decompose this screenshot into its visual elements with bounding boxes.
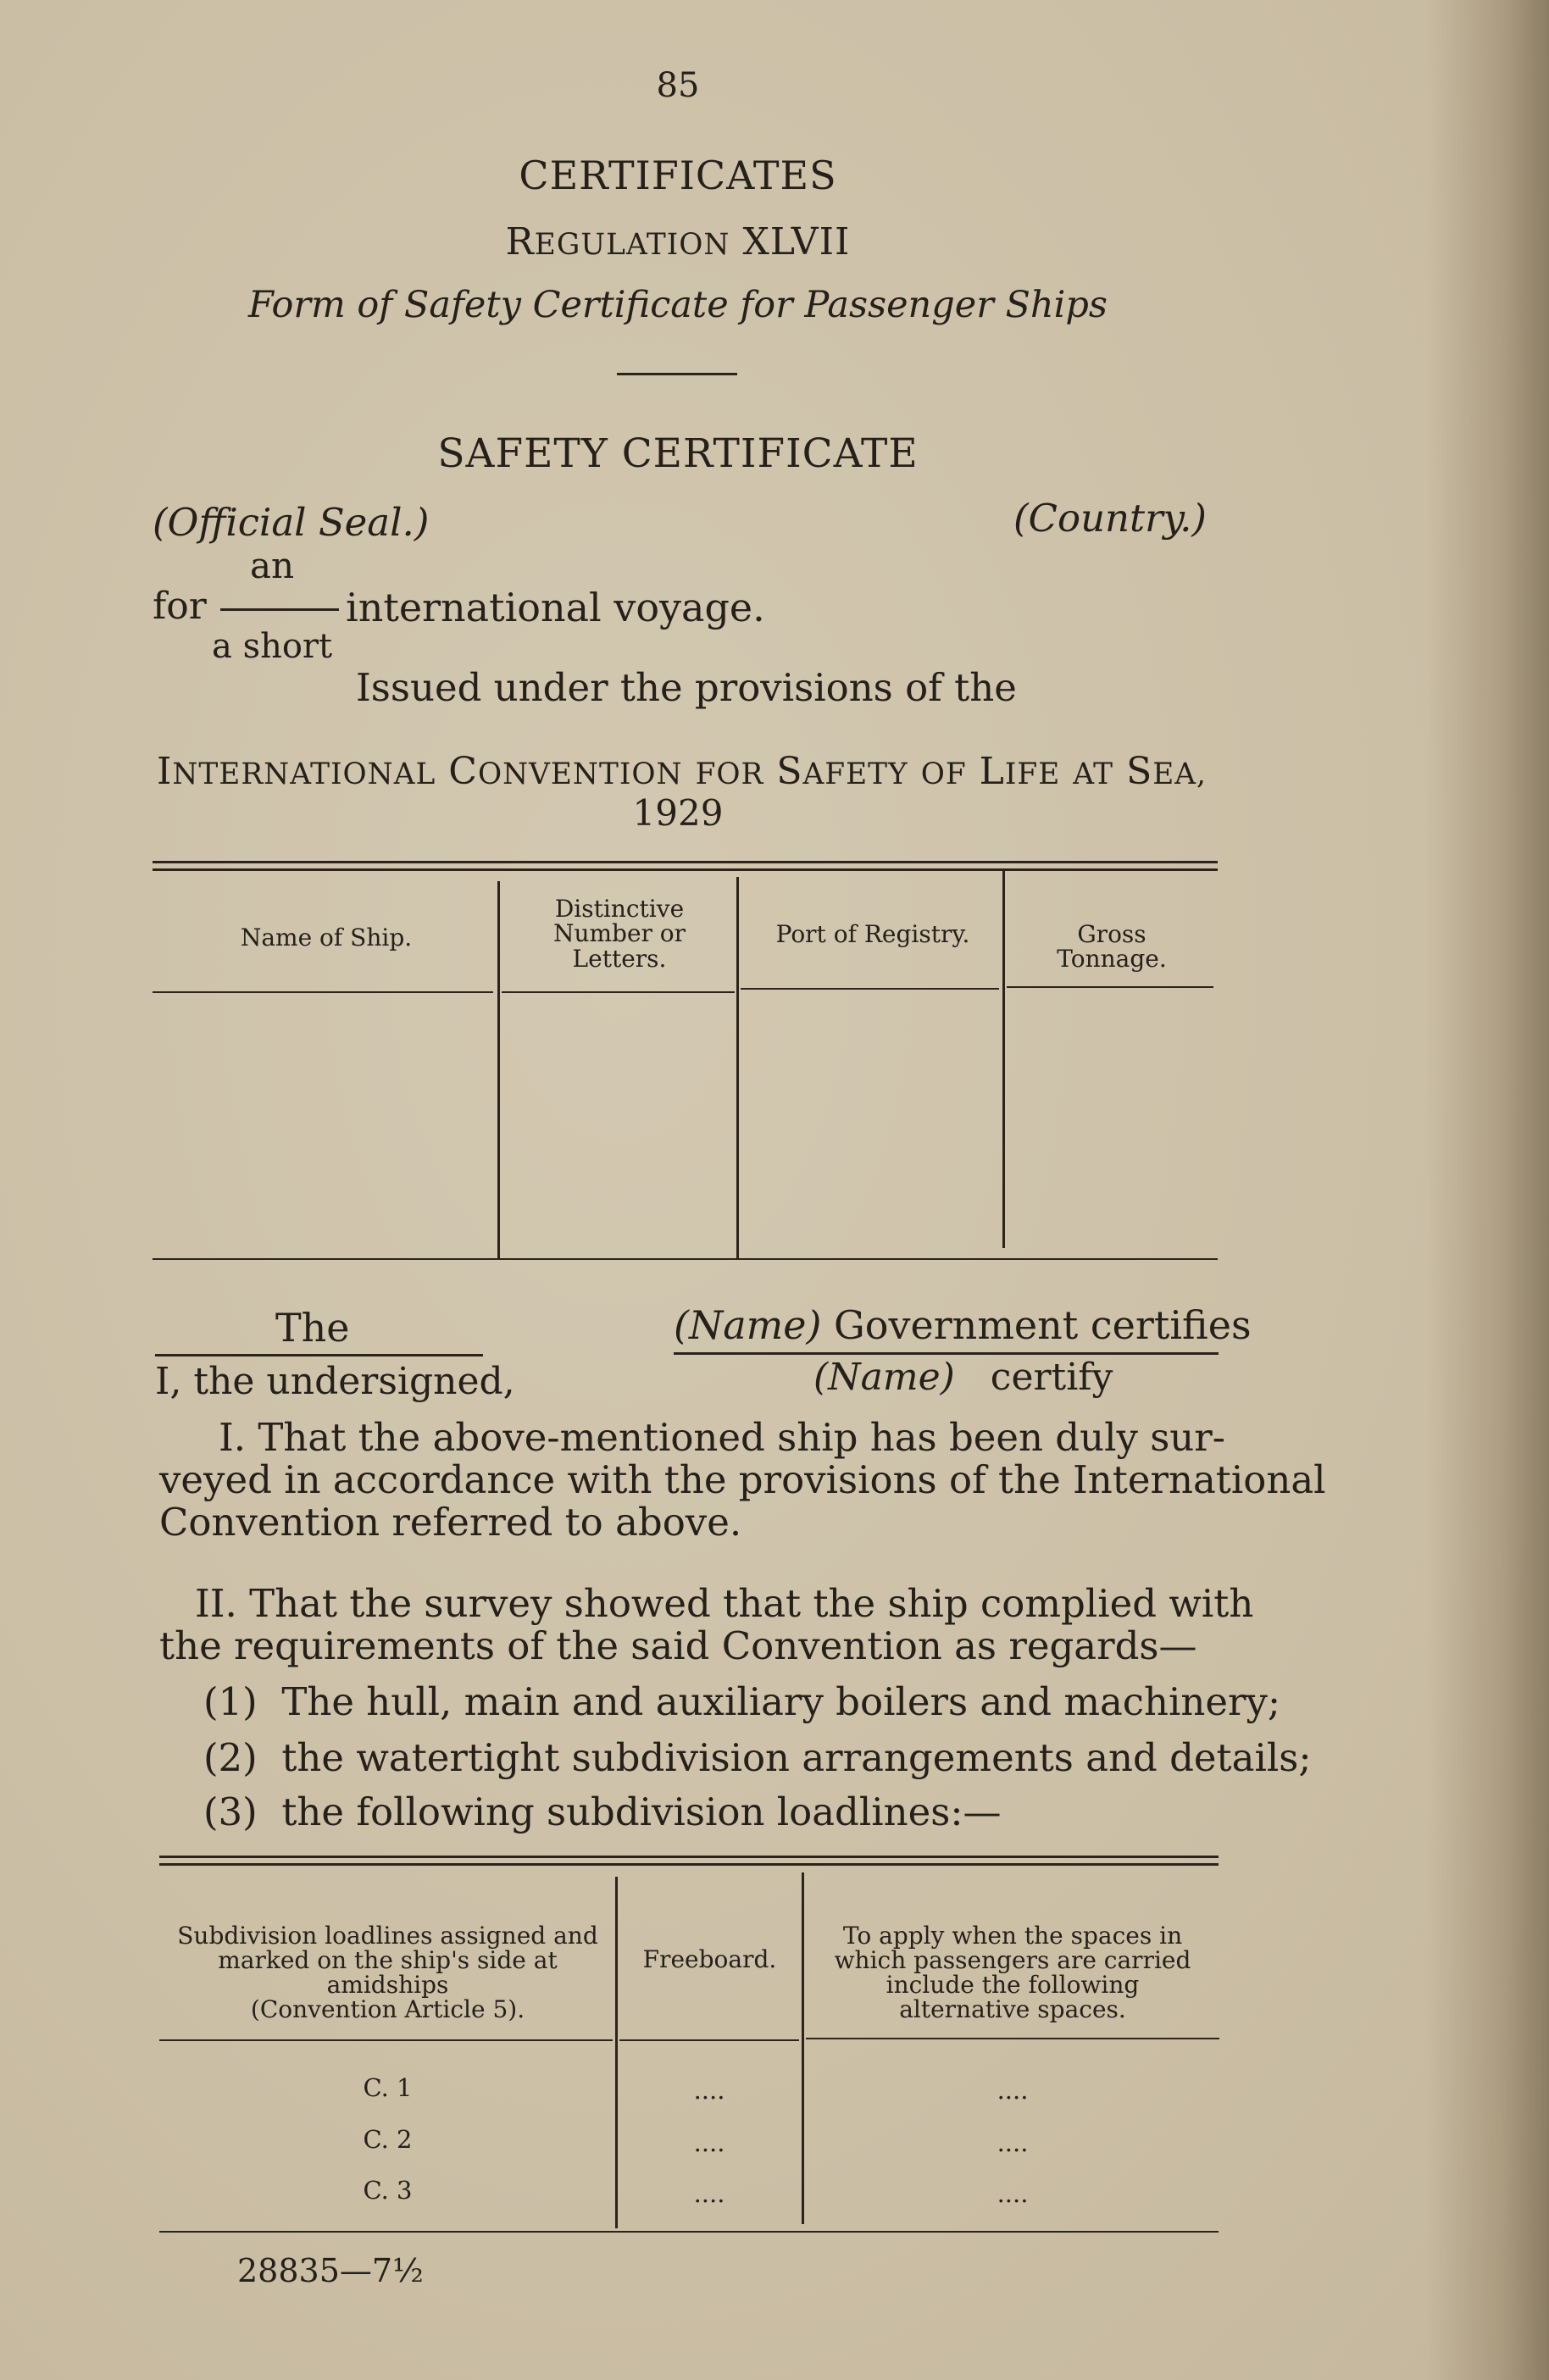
page-number: 85 [656,66,700,105]
header-rule [159,2039,613,2041]
certification-rule-left [155,1354,483,1356]
certification-government: (Name) Government certifies [674,1302,1252,1348]
header-subdivision-loadlines: Subdivision loadlines assigned and marked on the ship's side at amidships (Convention Article 5). [177,1922,598,2024]
voyage-option-an: an [250,545,295,586]
certificate-title: SAFETY CERTIFICATE [437,430,919,477]
certification-rule-right [674,1352,1219,1355]
voyage-for: for [153,585,207,628]
header-distinctive-number: Distinctive Number or Letters. [552,895,686,973]
header-freeboard: Freeboard. [642,1945,777,1973]
paragraph-2-line-1: II. That the survey showed that the ship complied with [195,1581,1254,1626]
voyage-option-short: a short [212,627,333,666]
header-rule [1007,986,1213,988]
country-label: (Country.) [1013,496,1207,541]
certification-certify: (Name) certify [813,1356,1113,1399]
certification-the: The [275,1305,350,1351]
table-top-rule [159,1863,1219,1866]
header-rule [741,988,999,990]
table-bottom-rule [153,1258,1218,1260]
freeboard-cell: .... [693,2128,725,2157]
header-rule [153,991,493,993]
header-rule [806,2038,1219,2039]
list-item-1: (1) The hull, main and auxiliary boilers and machinery; [203,1679,1281,1724]
table-top-rule [153,861,1218,863]
spaces-cell: .... [997,2179,1029,2208]
paragraph-1-line-2: veyed in accordance with the provisions of the International [159,1457,1326,1502]
column-rule [497,881,500,1258]
table-bottom-rule [159,2231,1219,2233]
issued-under: Issued under the provisions of the [356,665,1017,710]
sheet-code: 28835—7½ [237,2252,424,2289]
paragraph-1-line-3: Convention referred to above. [159,1500,742,1545]
official-seal-label: (Official Seal.) [153,500,430,545]
regulation-heading: REGULATION XLVII [505,220,851,264]
section-heading: CERTIFICATES [519,153,837,198]
column-rule [615,1877,618,2228]
loadline-cell: C. 2 [363,2125,413,2154]
table-top-rule [153,868,1218,871]
header-name-of-ship: Name of Ship. [240,924,413,951]
column-rule [736,877,739,1258]
voyage-text: international voyage. [346,585,765,630]
column-rule [802,1872,804,2224]
table-top-rule [159,1856,1219,1858]
voyage-blank-line [220,608,339,611]
freeboard-cell: .... [693,2076,725,2105]
paragraph-2-line-2: the requirements of the said Convention as regards— [159,1623,1197,1668]
list-item-2: (2) the watertight subdivision arrangements and details; [203,1735,1312,1780]
header-alternative-spaces: To apply when the spaces in which passengers are carried include the following alternative spaces. [834,1922,1191,2024]
spaces-cell: .... [997,2076,1029,2105]
header-gross-tonnage: Gross Tonnage. [1057,920,1167,974]
loadline-cell: C. 3 [363,2176,413,2205]
header-rule [502,991,735,993]
form-title: Form of Safety Certificate for Passenger Ships [248,284,1108,326]
spaces-cell: .... [997,2128,1029,2157]
freeboard-cell: .... [693,2179,725,2208]
convention-title: INTERNATIONAL CONVENTION FOR SAFETY OF LIFE AT SEA, [157,750,1207,793]
paragraph-1-line-1: I. That the above-mentioned ship has been duly sur- [219,1415,1225,1460]
convention-year: 1929 [632,792,724,834]
column-rule [1002,871,1005,1248]
list-item-3: (3) the following subdivision loadlines:— [203,1789,1002,1834]
header-port-of-registry: Port of Registry. [775,920,970,948]
divider [617,373,737,375]
loadline-cell: C. 1 [363,2073,413,2102]
certification-undersigned: I, the undersigned, [155,1360,515,1403]
header-rule [619,2039,799,2041]
